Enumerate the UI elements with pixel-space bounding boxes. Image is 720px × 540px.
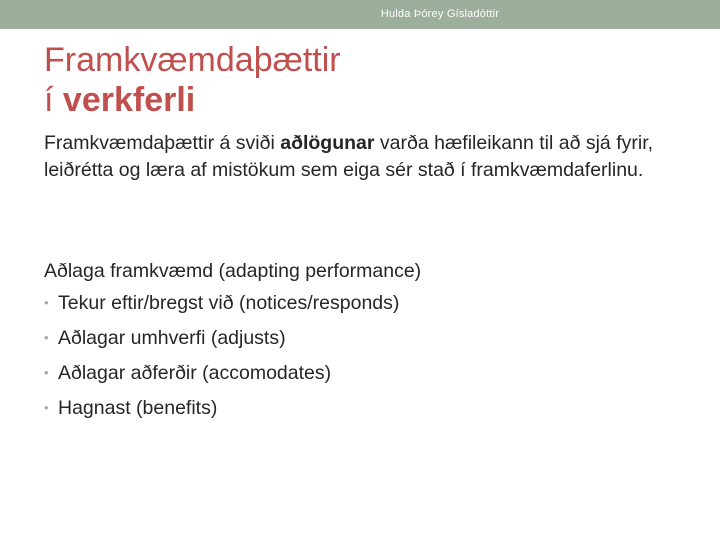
intro-text-part-2: varða hæfileikann til að sjá fyrir, leiðrétta og læra af mistökum sem eiga sér stað í framkvæmdaferlinu. [44,132,654,181]
header-bar [0,0,720,29]
slide-title-bold: verkferli [62,81,196,119]
list-heading: Aðlaga framkvæmd (adapting performance) [44,260,422,282]
list-item [44,324,399,359]
bullet-icon: • [44,330,49,345]
intro-paragraph [44,130,684,184]
slide-title-prefix: í [44,81,63,119]
slide-title [44,40,664,120]
list-item-text: Hagnast (benefits) [58,397,218,419]
list-item [44,289,399,324]
bullet-icon: • [44,365,49,380]
list-item-text: Aðlagar aðferðir (accomodates) [58,362,332,384]
intro-emphasis: aðlögunar [280,132,375,154]
bullet-icon: • [44,295,49,310]
list-item [44,394,399,429]
bullet-list [44,289,399,429]
intro-text-part-1: Framkvæmdaþættir á sviði [44,132,281,154]
list-item [44,359,399,394]
author-name: Hulda Þórey Gísladóttir [380,8,500,20]
slide-title-line-1: Framkvæmdaþættir [44,41,341,79]
bullet-icon: • [44,400,49,415]
slide-title-line-2 [44,80,664,120]
list-item-text: Aðlagar umhverfi (adjusts) [58,327,286,349]
list-item-text: Tekur eftir/bregst við (notices/responds) [58,292,400,314]
